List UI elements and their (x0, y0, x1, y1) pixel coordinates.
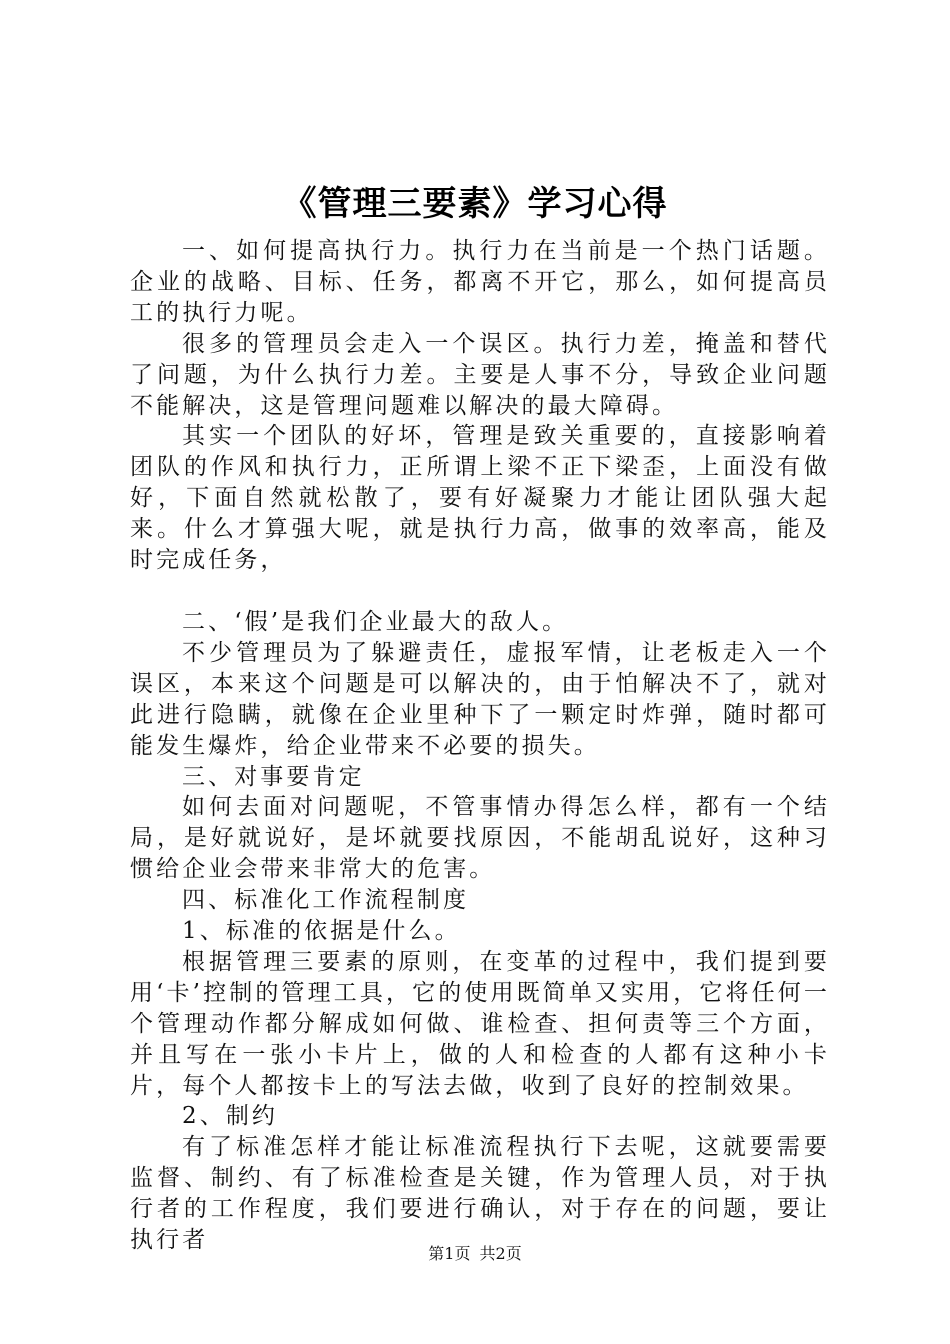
paragraph-4: 不少管理员为了躲避责任，虚报军情，让老板走入一个误区，本来这个问题是可以解决的，由于怕解决不了，就对此进行隐瞒，就像在企业里种下了一颗定时炸弹，随时都可能发生爆炸，给企业带来不必要的损失。 (130, 639, 830, 759)
section-heading-4: 四、标准化工作流程制度 (182, 887, 470, 914)
subheading-1: 1、标准的依据是什么。 (182, 918, 461, 945)
section-heading-2: 二、‘假’是我们企业最大的敌人。 (182, 608, 569, 635)
paragraph-3: 其实一个团队的好坏，管理是致关重要的，直接影响着团队的作风和执行力，正所谓上梁不正下梁歪，上面没有做好，下面自然就松散了，要有好凝聚力才能让团队强大起来。什么才算强大呢，就是执行力高，做事的效率高，能及时完成任务， (130, 423, 830, 574)
paragraph-gap (130, 576, 830, 607)
section-heading-3: 三、对事要肯定 (182, 763, 365, 790)
paragraph-7: 有了标准怎样才能让标准流程执行下去呢，这就要需要监督、制约、有了标准检查是关键，作为管理人员，对于执行者的工作程度，我们要进行确认，对于存在的问题，要让执行者 (130, 1134, 830, 1254)
paragraph-5: 如何去面对问题呢，不管事情办得怎么样，都有一个结局，是好就说好，是坏就要找原因，不能胡乱说好，这种习惯给企业会带来非常大的危害。 (130, 794, 830, 883)
page-total: 共2页 (479, 1244, 522, 1263)
paragraph-2: 很多的管理员会走入一个误区。执行力差，掩盖和替代了问题，为什么执行力差。主要是人事不分，导致企业问题不能解决，这是管理问题难以解决的最大障碍。 (130, 330, 830, 419)
document-title: 《管理三要素》学习心得 (282, 184, 668, 224)
paragraph-1: 一、如何提高执行力。执行力在当前是一个热门话题。企业的战略、目标、任务，都离不开它，那么，如何提高员工的执行力呢。 (130, 238, 830, 326)
page-footer (0, 1244, 950, 1264)
subheading-2: 2、制约 (182, 1103, 279, 1130)
page-number: 第1页 (428, 1244, 471, 1263)
paragraph-6: 根据管理三要素的原则，在变革的过程中，我们提到要用‘卡’控制的管理工具，它的使用既简单又实用，它将任何一个管理动作都分解成如何做、谁检查、担何责等三个方面，并且写在一张小卡片上，做的人和检查的人都有这种小卡片，每个人都按卡上的写法去做，收到了良好的控制效果。 (130, 948, 830, 1099)
document-body (130, 236, 830, 1256)
